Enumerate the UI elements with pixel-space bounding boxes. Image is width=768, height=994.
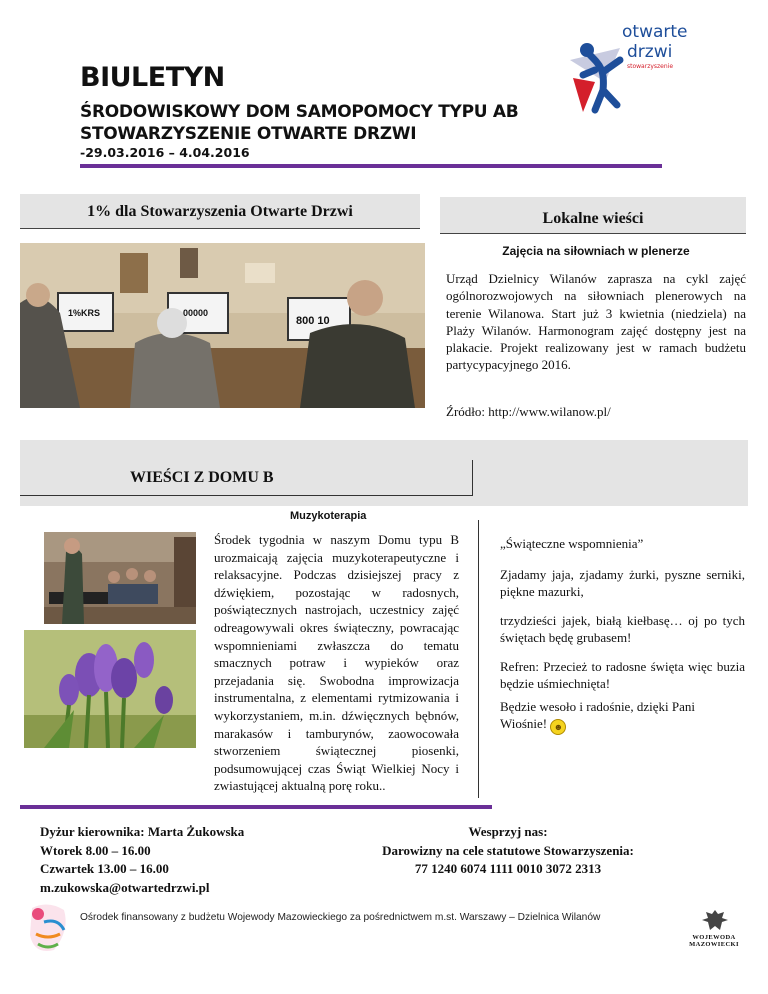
- manager-email[interactable]: m.zukowska@otwartedrzwi.pl: [40, 879, 210, 895]
- footer-donation: [338, 823, 678, 879]
- music-therapy-text: Środek tygodnia w naszym Domu typu B urozmaicają zajęcia muzykoterapeutyczne i relaksacyjne. Podczas dzisiejszej pracy z dźwiękiem, pozostając w radosnych, poświątecznych nastrojach, uczestnicy zajęć odreagowywali okres świąteczny, powracając wspomnieniami zwłaszcza do tematu smacznych potraw i wypieków oraz przejadania się. Swobodna improwizacja instrumentalna, z elementami rytmizowania i wykorzystaniem, m.in. dźwięcznych bębnów, marakasów i tamburynów, zaowocowała stworzeniem świątecznej piosenki, podsumowującej czas Świąt Wielkiej Nocy i zwiastującej aktualną porę roku..: [214, 532, 459, 794]
- page-title: BIULETYN: [80, 62, 225, 93]
- news-section-header: [20, 460, 473, 496]
- bank-account: 77 1240 6074 1111 0010 3072 2313: [414, 861, 602, 876]
- computer-class-photo: [20, 243, 425, 408]
- poem-verse-4: Będzie wesoło i radośnie, dzięki Pani Wiośnie!: [500, 699, 695, 732]
- article-title: Zajęcia na siłowniach w plenerze: [502, 244, 690, 258]
- poem-verse-1: Zjadamy jaja, zjadamy żurki, pyszne serniki, piękne mazurki,: [500, 567, 745, 600]
- screen-2-text: 00000: [183, 308, 209, 318]
- footer-contact: [40, 823, 244, 897]
- music-therapy-photo: [44, 532, 196, 624]
- screen-1-text: 1%KRS: [68, 308, 101, 318]
- article-source: Źródło: http://www.wilanow.pl/: [446, 404, 611, 419]
- logo-line-1: otwarte: [622, 22, 688, 42]
- subtitle-line-1: ŚRODOWISKOWY DOM SAMOPOMOCY TYPU AB: [80, 102, 519, 122]
- screen-3-text: 800 10: [296, 315, 330, 327]
- news-subtitle: Muzykoterapia: [290, 510, 367, 522]
- eagle-emblem-icon: [700, 908, 730, 934]
- date-range: -29.03.2016 – 4.04.2016: [80, 145, 250, 160]
- right-section-header: [440, 197, 746, 234]
- funding-note: Ośrodek finansowany z budżetu Wojewody Mazowieckiego za pośrednictwem m.st. Warszawy – Dzielnica Wilanów: [80, 912, 601, 923]
- footer-rule: [20, 805, 492, 809]
- otwarte-drzwi-logo: [565, 20, 688, 120]
- poem-title: „Świąteczne wspomnienia”: [500, 536, 644, 551]
- left-section-header: [20, 194, 420, 229]
- logo-line-2: drzwi: [627, 42, 673, 62]
- manager-duty: Dyżur kierownika: Marta Żukowska: [40, 824, 245, 839]
- poem-verse-3: Refren: Przecież to radosne święta więc buzia będzie uśmiechnięta!: [500, 659, 745, 692]
- wojewoda-label: WOJEWODA MAZOWIECKI: [689, 934, 739, 948]
- support-heading: Wesprzyj nas:: [468, 824, 548, 839]
- duty-thursday: Czwartek 13.00 – 16.00: [40, 861, 169, 876]
- article-text: Urząd Dzielnicy Wilanów zaprasza na cykl zajęć ogólnorozwojowych na siłowniach plenerowych na terenie Wilanowa. Start już 3 kwietnia (niedziela) na Plaży Wilanów. Harmonogram zajęć dostępny jest na plakacie. Projekt realizowany jest w ramach budżetu partycypacyjnego 2016.: [446, 271, 746, 373]
- warsaw-logo-icon: [24, 900, 72, 958]
- header-rule: [80, 164, 662, 168]
- poem-verse-2: trzydzieści jajek, białą kiełbasę… oj po tych świętach będę grubasem!: [500, 613, 745, 646]
- column-divider: [478, 520, 479, 798]
- subtitle-line-2: STOWARZYSZENIE OTWARTE DRZWI: [80, 124, 417, 144]
- poem-verse-4-wrap: [500, 698, 720, 735]
- duty-tuesday: Wtorek 8.00 – 16.00: [40, 842, 151, 858]
- donation-text: Darowizny na cele statutowe Stowarzyszenia:: [382, 842, 634, 858]
- left-section-title: 1% dla Stowarzyszenia Otwarte Drzwi: [87, 203, 353, 220]
- crocus-flowers-photo: [24, 630, 196, 748]
- warsaw-logo: [24, 900, 72, 958]
- logo-line-3: stowarzyszenie: [627, 63, 674, 70]
- right-section-title: Lokalne wieści: [542, 210, 644, 227]
- news-section-title: WIEŚCI Z DOMU B: [130, 469, 274, 486]
- smiley-icon: ☻: [550, 719, 566, 735]
